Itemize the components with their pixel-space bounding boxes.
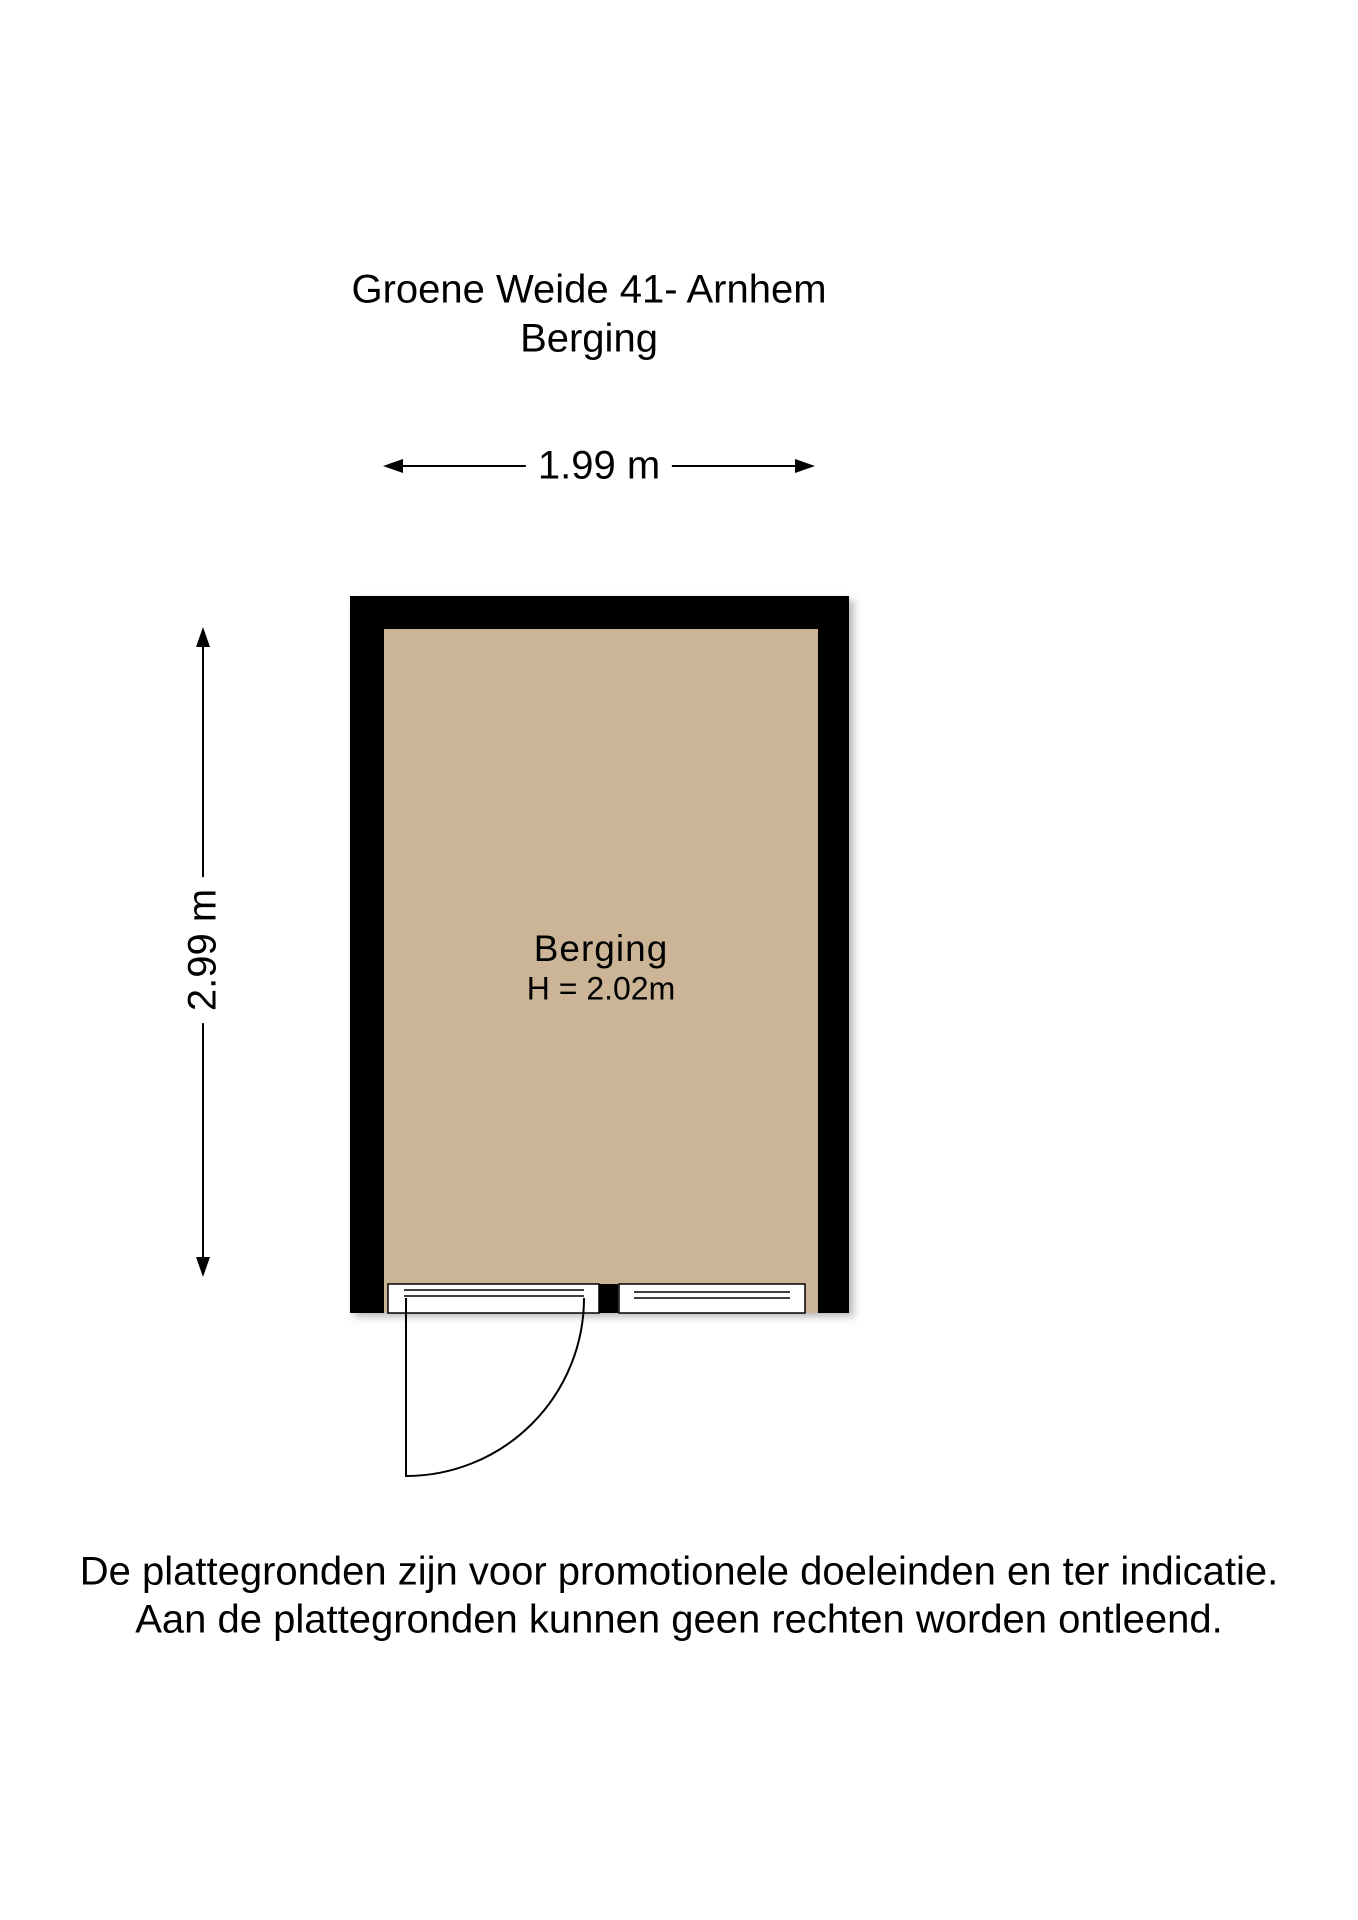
depth-dimension-label: 2.99 m [181,877,226,1023]
arrow-left-icon [383,459,403,473]
arrow-right-icon [795,459,815,473]
door-frame [388,1284,599,1313]
disclaimer-line-1: De plattegronden zijn voor promotionele doeleinden en ter indicatie. [79,1549,1279,1594]
room-name: Berging [533,928,669,969]
arrow-down-icon [196,1257,210,1277]
mid-pillar [599,1284,618,1313]
width-dimension-label: 1.99 m [526,444,672,489]
plan-title-floor: Berging [520,316,658,361]
room-height: H = 2.02m [526,970,676,1007]
door-swing [406,1298,584,1476]
disclaimer-line-2: Aan de plattegronden kunnen geen rechten worden ontleend. [135,1597,1223,1642]
plan-title-address: Groene Weide 41- Arnhem [351,267,827,312]
arrow-up-icon [196,627,210,647]
